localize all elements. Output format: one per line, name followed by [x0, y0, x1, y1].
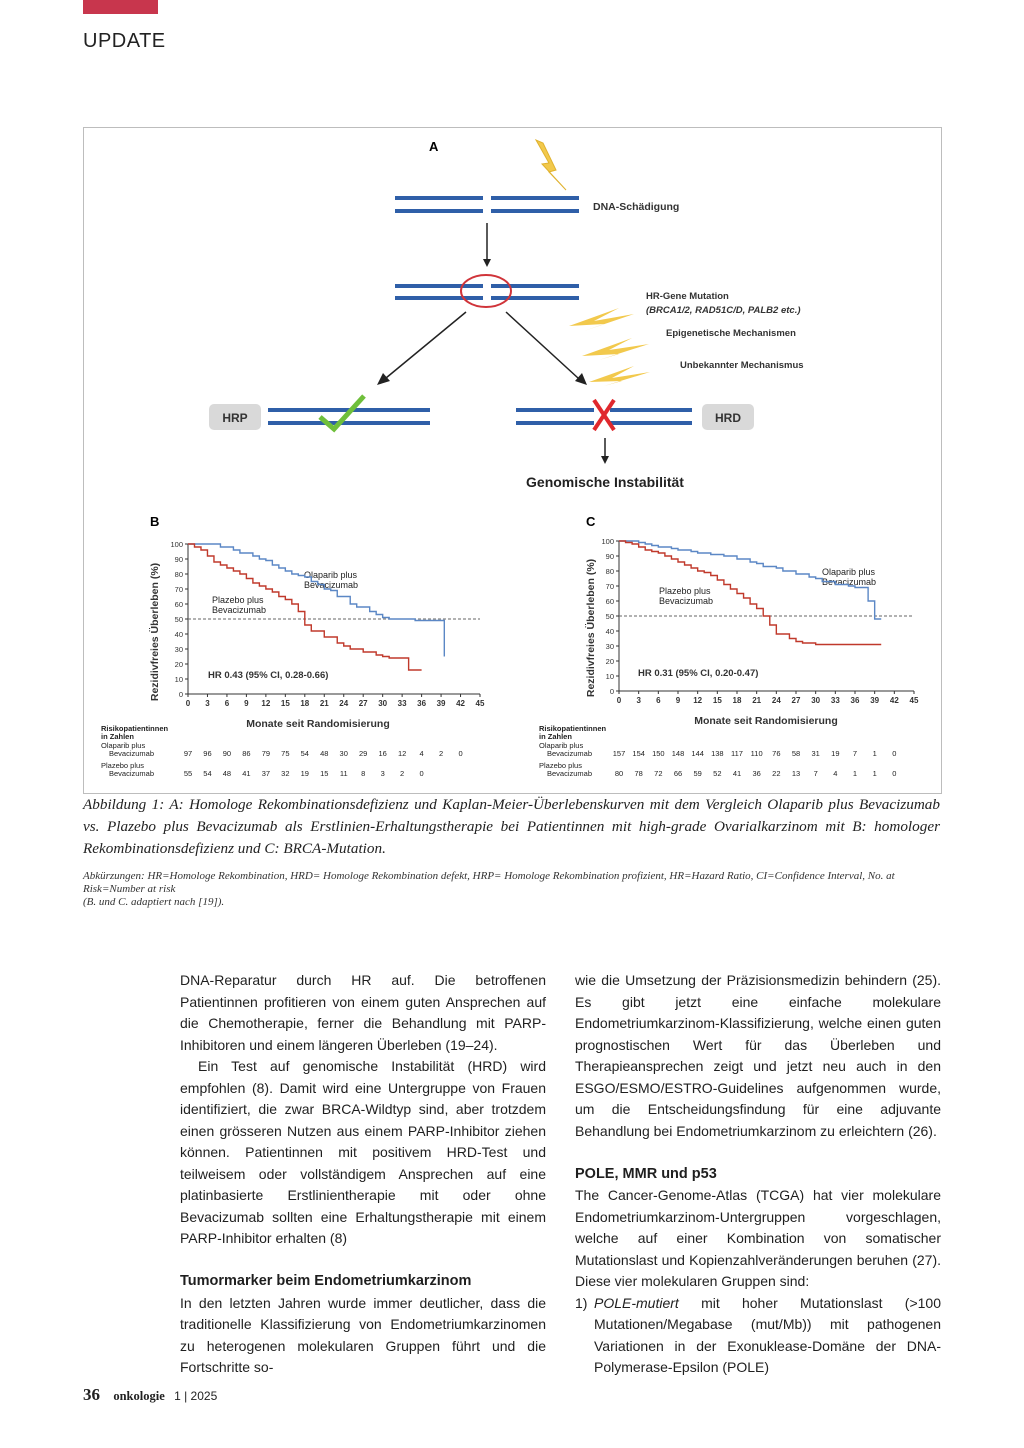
dna-damage-label: DNA-Schädigung: [593, 201, 680, 213]
y-tick-label: 50: [174, 615, 183, 624]
page-number: 36: [83, 1385, 100, 1404]
y-tick-label: 30: [174, 645, 183, 654]
risk-value-placebo: 72: [654, 769, 663, 778]
risk-value-placebo: 0: [419, 769, 424, 778]
x-tick-label: 42: [889, 696, 899, 705]
risk-value-placebo: 41: [732, 769, 742, 778]
y-tick-label: 10: [174, 675, 183, 684]
risk-value-placebo: 13: [791, 769, 801, 778]
panel-c-risk-row2-2: Bevacizumab: [547, 769, 593, 778]
risk-value-placebo: 22: [772, 769, 781, 778]
risk-value-olaparib: 79: [261, 749, 271, 758]
y-tick-label: 0: [609, 687, 614, 696]
x-tick-label: 39: [436, 699, 446, 708]
risk-value-olaparib: 16: [378, 749, 387, 758]
hr-gene-mutation-label: HR-Gene Mutation: [646, 291, 729, 302]
y-tick-label: 30: [605, 642, 614, 651]
panel-c-risk-row1-1: Olaparib plus: [539, 741, 584, 750]
risk-value-olaparib: 0: [892, 749, 897, 758]
abbreviations-text: Abkürzungen: HR=Homologe Rekombination, HRD= Homologe Rekombination defekt, HRP= Homologe Rekombination profizient, HR=Hazard Ratio, CI=Confidence Interval, No. at Risk=Number at risk: [83, 870, 895, 895]
risk-value-olaparib: 12: [397, 749, 407, 758]
section-label: UPDATE: [83, 30, 166, 52]
x-tick-label: 24: [771, 696, 781, 705]
panel-c-chart: [534, 510, 934, 785]
risk-value-olaparib: 2: [438, 749, 444, 758]
list-number: 1): [575, 1294, 588, 1311]
y-tick-label: 60: [605, 597, 614, 606]
x-tick-label: 15: [280, 699, 290, 708]
y-tick-label: 80: [174, 570, 183, 579]
list-italic-term: POLE-mutiert: [594, 1294, 679, 1311]
panel-c-risk-row2-1: Plazebo plus: [539, 761, 582, 770]
risk-value-olaparib: 7: [852, 749, 858, 758]
adapted-note: (B. und C. adaptiert nach [19]).: [83, 896, 225, 908]
risk-value-placebo: 2: [400, 769, 405, 778]
hrd-label: HRD: [715, 411, 741, 425]
x-tick-label: 6: [224, 699, 230, 708]
risk-value-olaparib: 86: [242, 749, 251, 758]
issue-number: 1 | 2025: [174, 1389, 218, 1403]
panel-b-risk-row2-2: Bevacizumab: [109, 769, 155, 778]
y-tick-label: 90: [605, 552, 614, 561]
right-paragraph-2: The Cancer-Genome-Atlas (TCGA) hat vier molekulare Endometriumkarzinom-Untergruppen vorgeschlagen, welche auf einer Kombination von somatischer Mutationslast und Kopienzahlveränderungen beruhen (27). Diese vier molekularen Gruppen sind:: [575, 1187, 941, 1289]
list-description: mit hoher Mutationslast (>100 Mutationen/Megabase (mut/Mb)) mit pathogenen Variationen in der Exonuklease-Domäne der DNA-Polymerase-Epsilon (POLE): [594, 1294, 941, 1375]
risk-value-placebo: 66: [673, 769, 683, 778]
risk-value-olaparib: 75: [281, 749, 290, 758]
risk-value-olaparib: 154: [632, 749, 645, 758]
risk-value-placebo: 32: [281, 769, 290, 778]
risk-value-placebo: 7: [813, 769, 818, 778]
risk-value-placebo: 19: [300, 769, 309, 778]
x-tick-label: 36: [417, 699, 427, 708]
y-tick-label: 10: [605, 672, 614, 681]
panel-b-series1-label-2: Bevacizumab: [304, 580, 359, 590]
x-tick-label: 12: [693, 696, 703, 705]
abbreviations: [83, 870, 940, 909]
x-tick-label: 21: [319, 699, 329, 708]
panel-c-xlabel: Monate seit Randomisierung: [694, 715, 838, 727]
risk-value-olaparib: 148: [671, 749, 685, 758]
y-tick-label: 80: [605, 567, 614, 576]
panel-c-label: C: [586, 514, 596, 529]
risk-value-olaparib: 31: [811, 749, 820, 758]
x-tick-label: 6: [656, 696, 661, 705]
risk-value-olaparib: 1: [872, 749, 877, 758]
panel-c-series1-label-1: Olaparib plus: [822, 567, 876, 577]
x-tick-label: 24: [339, 699, 349, 708]
risk-value-placebo: 80: [614, 769, 624, 778]
panel-c-hr-text: HR 0.31 (95% CI, 0.20-0.47): [638, 668, 759, 679]
panel-b-hr-text: HR 0.43 (95% CI, 0.28-0.66): [208, 670, 329, 681]
risk-value-olaparib: 0: [458, 749, 463, 758]
heading-tumormarker: Tumormarker beim Endometriumkarzinom: [180, 1273, 472, 1289]
x-tick-label: 9: [244, 699, 249, 708]
panel-b-risk-row2-1: Plazebo plus: [101, 761, 144, 770]
risk-value-olaparib: 97: [183, 749, 193, 758]
left-paragraph-1: DNA-Reparatur durch HR auf. Die betroffenen Patientinnen profitieren von einem guten Ansprechen auf die Chemotherapie, ferner die Behandlung mit PARP-Inhibitoren und einem längeren Überleben (19–24).: [180, 972, 546, 1053]
risk-value-placebo: 78: [634, 769, 643, 778]
x-tick-label: 27: [358, 699, 368, 708]
panel-c-risk-title-1: Risikopatientinnen: [539, 724, 607, 733]
hr-gene-list-label: (BRCA1/2, RAD51C/D, PALB2 etc.): [646, 305, 801, 316]
panel-a-diagram: [164, 128, 864, 503]
y-tick-label: 20: [174, 660, 183, 669]
page-footer: [83, 1385, 217, 1405]
x-tick-label: 0: [616, 696, 622, 705]
x-tick-label: 9: [675, 696, 681, 705]
risk-value-placebo: 55: [183, 769, 193, 778]
panel-b-chart: [96, 510, 494, 785]
x-tick-label: 18: [300, 699, 310, 708]
x-tick-label: 45: [475, 699, 485, 708]
panel-b-xlabel: Monate seit Randomisierung: [246, 718, 390, 730]
list-item: [575, 1293, 941, 1379]
spacer: [575, 1142, 941, 1164]
y-tick-label: 100: [170, 540, 183, 549]
risk-value-placebo: 36: [752, 769, 761, 778]
risk-value-placebo: 11: [339, 769, 348, 778]
heading-pole-mmr-p53: POLE, MMR und p53: [575, 1165, 717, 1182]
y-tick-label: 0: [178, 690, 183, 699]
x-tick-label: 33: [830, 696, 840, 705]
y-tick-label: 90: [174, 555, 183, 564]
risk-value-placebo: 1: [872, 769, 877, 778]
epigenetic-label: Epigenetische Mechanismen: [666, 328, 796, 339]
x-tick-label: 27: [791, 696, 801, 705]
risk-value-olaparib: 19: [831, 749, 840, 758]
y-tick-label: 70: [605, 582, 614, 591]
panel-c-ylabel: Rezidivfreies Überleben (%): [585, 558, 597, 698]
x-tick-label: 36: [850, 696, 860, 705]
x-tick-label: 12: [261, 699, 271, 708]
panel-b-series2-label-1: Plazebo plus: [212, 595, 264, 605]
x-tick-label: 18: [732, 696, 742, 705]
x-tick-label: 42: [456, 699, 465, 708]
panel-c-series2-label-2: Bevacizumab: [659, 596, 714, 606]
panel-c-risk-title-2: in Zahlen: [539, 732, 572, 741]
risk-value-placebo: 1: [852, 769, 858, 778]
figure-box: [83, 127, 942, 794]
accent-bar: [83, 0, 158, 14]
risk-value-placebo: 8: [361, 769, 366, 778]
risk-value-olaparib: 48: [320, 749, 329, 758]
x-tick-label: 45: [909, 696, 919, 705]
risk-value-olaparib: 138: [711, 749, 724, 758]
journal-name: onkologie: [113, 1389, 165, 1403]
panel-b-risk-row1-2: Bevacizumab: [109, 749, 155, 758]
risk-value-placebo: 48: [222, 769, 232, 778]
panel-c: [534, 510, 934, 785]
left-paragraph-2: Ein Test auf genomische Instabilität (HRD) wird empfohlen (8). Damit wird eine Untergruppe von Frauen identifiziert, die zwar BRCA-Wildtyp sind, aber trotzdem einen grösseren Nutzen aus einem PARP-Inhibitor ziehen können. Patientinnen mit positivem HRD-Test und teilweisem oder vollständigem Ansprechen auf eine platinbasierte Erstlinientherapie mit oder ohne Bevacizumab sollten eine Erhaltungstherapie mit einem PARP-Inhibitor erhalten (8): [180, 1058, 546, 1246]
panel-b-series2-label-2: Bevacizumab: [212, 605, 267, 615]
risk-value-placebo: 54: [203, 769, 212, 778]
risk-value-olaparib: 144: [691, 749, 704, 758]
panel-c-risk-row1-2: Bevacizumab: [547, 749, 593, 758]
x-tick-label: 3: [205, 699, 210, 708]
panel-c-series2-label-1: Plazebo plus: [659, 586, 711, 596]
panel-b-risk-title-1: Risikopatientinnen: [101, 724, 169, 733]
panel-b-ylabel: Rezidivfreies Überleben (%): [149, 562, 161, 702]
panel-b-label: B: [150, 514, 160, 529]
x-tick-label: 30: [378, 699, 388, 708]
risk-value-placebo: 3: [380, 769, 385, 778]
y-tick-label: 70: [174, 585, 183, 594]
risk-value-olaparib: 110: [750, 749, 763, 758]
x-tick-label: 3: [636, 696, 641, 705]
x-tick-label: 21: [752, 696, 762, 705]
spacer: [180, 1250, 546, 1272]
risk-value-olaparib: 54: [300, 749, 309, 758]
x-tick-label: 39: [870, 696, 880, 705]
y-tick-label: 60: [174, 600, 183, 609]
y-tick-label: 50: [605, 612, 614, 621]
risk-value-olaparib: 4: [419, 749, 424, 758]
risk-value-olaparib: 58: [791, 749, 801, 758]
risk-value-placebo: 0: [892, 769, 897, 778]
y-tick-label: 20: [605, 657, 614, 666]
unknown-mechanism-label: Unbekannter Mechanismus: [680, 360, 804, 371]
instability-label: Genomische Instabilität: [526, 474, 684, 490]
panel-b-series1-label-1: Olaparib plus: [304, 570, 358, 580]
panel-b-risk-title-2: in Zahlen: [101, 732, 134, 741]
right-paragraph-1: wie die Umsetzung der Präzisionsmedizin behindern (25). Es gibt jetzt eine einfache molekulare Endometriumkarzinom-Klassifizierung, welche einen guten prognostischen Wert für das Überleben und Therapieansprechen zeigt und jetzt neu auch in den ESGO/ESMO/ESTRO-Guidelines aufgenommen wurde, um die Entscheidungsfindung für eine adjuvante Behandlung bei Endometriumkarzinom zu erleichtern (26).: [575, 972, 941, 1139]
y-tick-label: 40: [605, 627, 614, 636]
risk-value-placebo: 4: [833, 769, 838, 778]
y-tick-label: 100: [601, 537, 614, 546]
risk-value-olaparib: 96: [203, 749, 212, 758]
risk-value-placebo: 41: [242, 769, 251, 778]
risk-value-olaparib: 90: [222, 749, 232, 758]
risk-value-olaparib: 117: [731, 749, 743, 758]
risk-value-olaparib: 150: [652, 749, 665, 758]
risk-value-placebo: 59: [693, 769, 702, 778]
body-column-left: [180, 970, 546, 1379]
list-text: [594, 1293, 941, 1379]
risk-value-placebo: 37: [261, 769, 271, 778]
left-paragraph-3: In den letzten Jahren wurde immer deutlicher, dass die traditionelle Klassifizierung von Endometriumkarzinomen zu heterogenen molekularen Gruppen führt und die Fortschritte so-: [180, 1294, 546, 1375]
panel-a-label: A: [429, 139, 439, 154]
x-tick-label: 0: [185, 699, 191, 708]
figure-caption: Abbildung 1: A: Homologe Rekombinationsdefizienz und Kaplan-Meier-Überlebenskurven mit dem Vergleich Olaparib plus Bevacizumab vs. Plazebo plus Bevacizumab als Erstlinien-Erhaltungstherapie bei Patientinnen mit high-grade Ovarialkarzinom mit B: homologer Rekombinationsdefizienz und C: BRCA-Mutation.: [83, 796, 940, 857]
risk-value-olaparib: 157: [612, 749, 626, 758]
y-tick-label: 40: [174, 630, 183, 639]
panel-a: [164, 128, 864, 503]
panel-b-risk-row1-1: Olaparib plus: [101, 741, 146, 750]
panel-b: [96, 510, 494, 785]
risk-value-placebo: 15: [320, 769, 329, 778]
x-tick-label: 33: [397, 699, 407, 708]
x-tick-label: 30: [811, 696, 821, 705]
risk-value-placebo: 52: [713, 769, 722, 778]
body-column-right: [575, 970, 941, 1379]
panel-c-series1-label-2: Bevacizumab: [822, 577, 877, 587]
x-tick-label: 15: [712, 696, 722, 705]
hrp-label: HRP: [222, 411, 248, 425]
risk-value-olaparib: 76: [772, 749, 781, 758]
risk-value-olaparib: 29: [359, 749, 368, 758]
risk-value-olaparib: 30: [339, 749, 348, 758]
